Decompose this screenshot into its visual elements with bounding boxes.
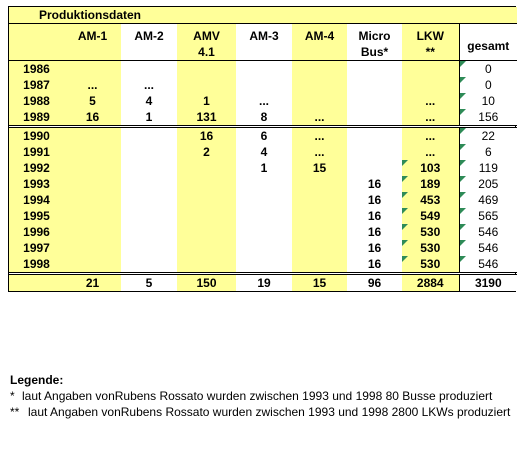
- year-cell: 1998: [9, 256, 64, 274]
- totals-cell: 5: [121, 274, 177, 292]
- value-cell: 1: [177, 93, 236, 109]
- value-cell: 103: [402, 160, 459, 176]
- value-cell: 530: [402, 224, 459, 240]
- value-cell: 453: [402, 192, 459, 208]
- value-cell: [347, 109, 402, 127]
- totals-cell: 19: [236, 274, 292, 292]
- value-cell: [64, 160, 121, 176]
- table-row: [9, 192, 517, 208]
- total-cell: 546: [459, 224, 517, 240]
- value-cell: [292, 176, 347, 192]
- value-cell: [121, 256, 177, 274]
- value-cell: [121, 127, 177, 145]
- legend-text: laut Angaben vonRubens Rossato wurden zwischen 1993 und 1998 80 Busse produziert: [22, 389, 493, 403]
- column-header: [459, 24, 517, 61]
- value-cell: [347, 127, 402, 145]
- value-cell: [64, 144, 121, 160]
- total-cell: 0: [459, 77, 517, 93]
- value-cell: [236, 240, 292, 256]
- production-table-frame: [8, 6, 516, 292]
- column-header: [236, 24, 292, 61]
- column-header: [292, 24, 347, 61]
- value-cell: [236, 61, 292, 78]
- column-header-line2: **: [425, 45, 435, 59]
- value-cell: [121, 176, 177, 192]
- year-cell: 1997: [9, 240, 64, 256]
- legend-text: laut Angaben vonRubens Rossato wurden zwischen 1993 und 1998 2800 LKWs produziert: [28, 405, 511, 419]
- value-cell: [177, 61, 236, 78]
- value-cell: ...: [292, 144, 347, 160]
- value-cell: [177, 240, 236, 256]
- legend-heading: Legende:: [10, 373, 64, 387]
- column-header: [402, 24, 459, 61]
- totals-cell: 2884: [402, 274, 459, 292]
- column-header-line1: AM-3: [249, 29, 279, 43]
- value-cell: 16: [347, 256, 402, 274]
- production-table: [9, 7, 517, 291]
- value-cell: 530: [402, 256, 459, 274]
- value-cell: ...: [402, 109, 459, 127]
- year-cell: 1987: [9, 77, 64, 93]
- value-cell: [292, 192, 347, 208]
- total-cell: 22: [459, 127, 517, 145]
- value-cell: [121, 192, 177, 208]
- totals-cell: 150: [177, 274, 236, 292]
- total-cell: 156: [459, 109, 517, 127]
- table-row: [9, 256, 517, 274]
- value-cell: [292, 256, 347, 274]
- table-row: [9, 77, 517, 93]
- value-cell: [347, 61, 402, 78]
- year-cell: 1993: [9, 176, 64, 192]
- value-cell: [236, 224, 292, 240]
- value-cell: [121, 144, 177, 160]
- value-cell: [292, 61, 347, 78]
- header-blank: [9, 24, 64, 61]
- table-title: Produktionsdaten: [9, 7, 517, 24]
- value-cell: 16: [347, 208, 402, 224]
- total-cell: 0: [459, 61, 517, 78]
- value-cell: [64, 224, 121, 240]
- value-cell: ...: [292, 109, 347, 127]
- year-cell: 1992: [9, 160, 64, 176]
- year-cell: 1996: [9, 224, 64, 240]
- value-cell: 549: [402, 208, 459, 224]
- total-cell: 565: [459, 208, 517, 224]
- value-cell: [177, 208, 236, 224]
- value-cell: [64, 240, 121, 256]
- value-cell: 16: [177, 127, 236, 145]
- value-cell: [177, 256, 236, 274]
- value-cell: 530: [402, 240, 459, 256]
- totals-cell: 21: [64, 274, 121, 292]
- total-cell: 10: [459, 93, 517, 109]
- totals-cell: 96: [347, 274, 402, 292]
- total-cell: 469: [459, 192, 517, 208]
- value-cell: [64, 61, 121, 78]
- totals-cell: 3190: [459, 274, 517, 292]
- value-cell: [64, 127, 121, 145]
- value-cell: [347, 144, 402, 160]
- column-header-line2: Bus*: [360, 45, 389, 59]
- column-header-line1: AM-2: [134, 29, 164, 43]
- column-header-line1: gesamt: [467, 39, 510, 53]
- column-header-line2: 4.1: [198, 45, 215, 59]
- table-row: [9, 224, 517, 240]
- table-row: [9, 93, 517, 109]
- value-cell: [292, 208, 347, 224]
- value-cell: 1: [236, 160, 292, 176]
- table-row: [9, 144, 517, 160]
- year-cell: 1986: [9, 61, 64, 78]
- value-cell: [236, 256, 292, 274]
- table-row: [9, 160, 517, 176]
- value-cell: [236, 208, 292, 224]
- value-cell: 5: [64, 93, 121, 109]
- column-header-line1: LKW: [416, 29, 444, 43]
- value-cell: [177, 192, 236, 208]
- table-row: [9, 109, 517, 127]
- value-cell: [292, 224, 347, 240]
- value-cell: [64, 192, 121, 208]
- value-cell: [236, 192, 292, 208]
- value-cell: [177, 77, 236, 93]
- value-cell: ...: [292, 127, 347, 145]
- total-cell: 546: [459, 256, 517, 274]
- year-cell: 1995: [9, 208, 64, 224]
- column-header: [177, 24, 236, 61]
- value-cell: 4: [236, 144, 292, 160]
- value-cell: ...: [121, 77, 177, 93]
- total-cell: 205: [459, 176, 517, 192]
- value-cell: [177, 160, 236, 176]
- value-cell: [121, 208, 177, 224]
- value-cell: [177, 224, 236, 240]
- year-cell: 1991: [9, 144, 64, 160]
- year-cell: 1990: [9, 127, 64, 145]
- value-cell: ...: [402, 127, 459, 145]
- column-header: [121, 24, 177, 61]
- value-cell: 16: [64, 109, 121, 127]
- value-cell: 8: [236, 109, 292, 127]
- value-cell: [121, 240, 177, 256]
- table-row: [9, 240, 517, 256]
- column-header-line1: AM-4: [304, 29, 335, 43]
- total-cell: 6: [459, 144, 517, 160]
- column-header-line1: AM-1: [77, 29, 108, 43]
- legend-mark: **: [10, 405, 20, 419]
- value-cell: [64, 208, 121, 224]
- value-cell: [121, 61, 177, 78]
- value-cell: [121, 160, 177, 176]
- value-cell: [292, 93, 347, 109]
- total-cell: 546: [459, 240, 517, 256]
- value-cell: 6: [236, 127, 292, 145]
- legend-mark: *: [10, 389, 15, 403]
- value-cell: [64, 256, 121, 274]
- totals-label-cell: [9, 274, 64, 292]
- table-row: [9, 176, 517, 192]
- year-cell: 1989: [9, 109, 64, 127]
- value-cell: 189: [402, 176, 459, 192]
- value-cell: ...: [402, 144, 459, 160]
- value-cell: 1: [121, 109, 177, 127]
- value-cell: [121, 224, 177, 240]
- value-cell: [236, 176, 292, 192]
- value-cell: 16: [347, 192, 402, 208]
- column-header-line1: AMV: [193, 29, 220, 43]
- value-cell: 15: [292, 160, 347, 176]
- value-cell: [64, 176, 121, 192]
- value-cell: [292, 240, 347, 256]
- value-cell: [177, 176, 236, 192]
- year-cell: 1988: [9, 93, 64, 109]
- value-cell: [347, 77, 402, 93]
- value-cell: [292, 77, 347, 93]
- value-cell: ...: [64, 77, 121, 93]
- total-cell: 119: [459, 160, 517, 176]
- table-row: [9, 127, 517, 145]
- legend-item-bus: [10, 388, 515, 404]
- value-cell: 16: [347, 176, 402, 192]
- value-cell: [402, 77, 459, 93]
- value-cell: 4: [121, 93, 177, 109]
- column-header: [64, 24, 121, 61]
- totals-row: [9, 274, 517, 292]
- totals-cell: 15: [292, 274, 347, 292]
- header-row: [9, 24, 517, 61]
- value-cell: 2: [177, 144, 236, 160]
- table-row: [9, 61, 517, 78]
- value-cell: 131: [177, 109, 236, 127]
- value-cell: ...: [402, 93, 459, 109]
- year-cell: 1994: [9, 192, 64, 208]
- legend: [10, 372, 515, 420]
- legend-item-lkw: [10, 404, 515, 420]
- value-cell: [347, 93, 402, 109]
- value-cell: 16: [347, 224, 402, 240]
- table-row: [9, 208, 517, 224]
- value-cell: ...: [236, 93, 292, 109]
- value-cell: 16: [347, 240, 402, 256]
- value-cell: [236, 77, 292, 93]
- column-header: [347, 24, 402, 61]
- value-cell: [402, 61, 459, 78]
- value-cell: [347, 160, 402, 176]
- column-header-line1: Micro: [358, 29, 391, 43]
